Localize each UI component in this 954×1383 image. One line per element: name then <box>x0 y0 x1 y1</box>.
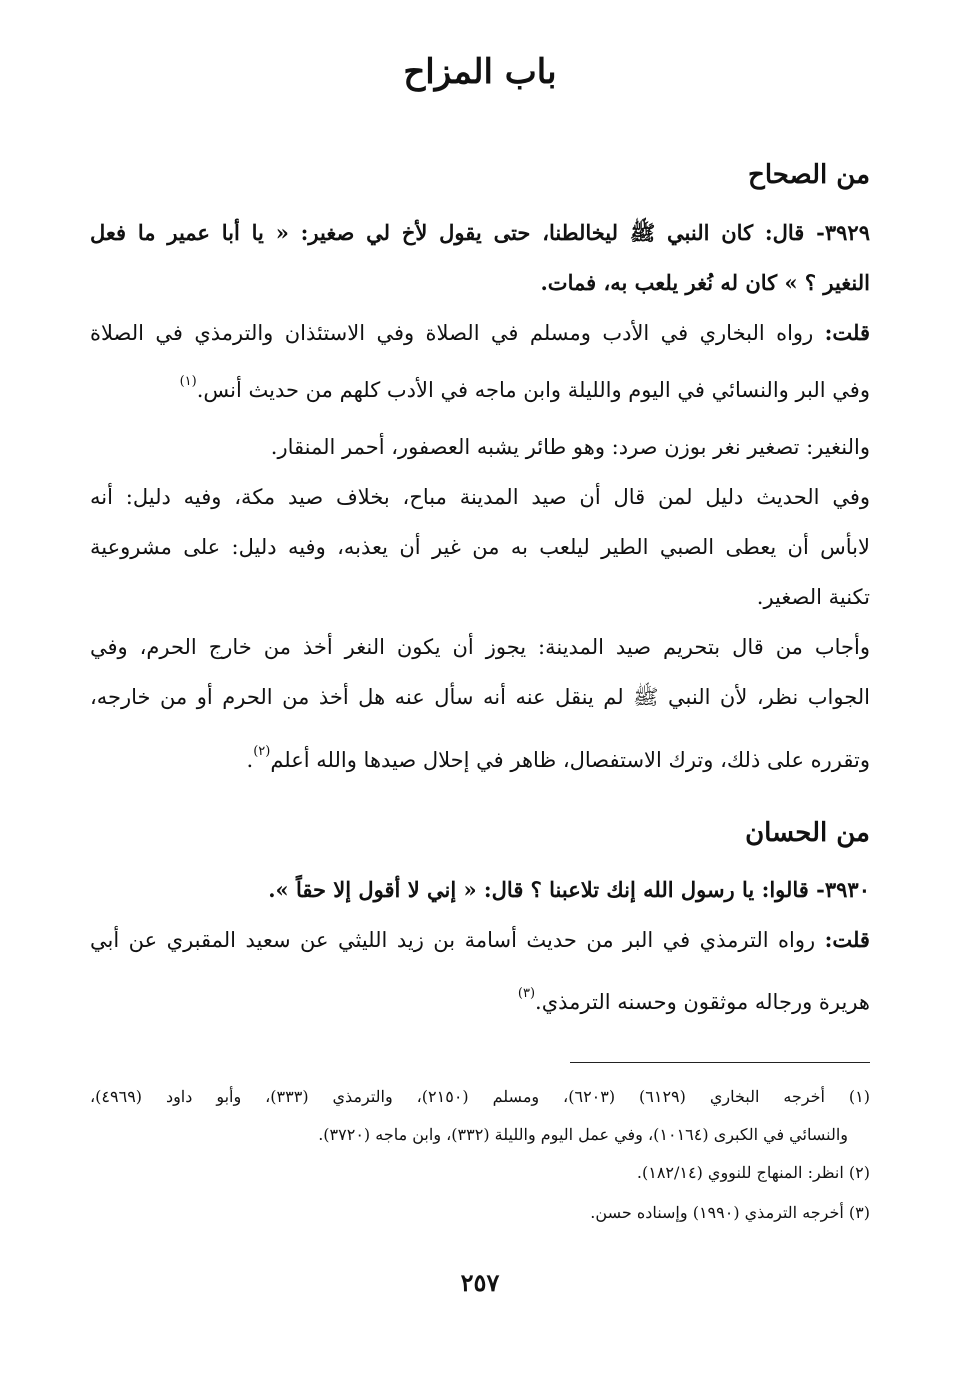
footnote-ref-1[interactable]: (١) <box>179 374 197 389</box>
commentary-text: وفي البر والنسائي في اليوم والليلة وابن ماجه في الأدب كلهم من حديث أنس. <box>196 378 870 402</box>
commentary-1-line-8: الجواب نظر، لأن النبي ﷺ لم ينقل عنه أنه سأل عنه هل أخذ من الحرم أو من خارجه، <box>90 685 870 709</box>
chapter-title: باب المزاح <box>403 52 557 92</box>
section-heading-sahih: من الصحاح <box>748 160 870 190</box>
commentary-1-line-2 <box>90 370 870 410</box>
footnote-ref-3[interactable]: (٣) <box>517 986 536 1001</box>
hadith-3929-line-1: ٣٩٢٩- قال: كان النبي ﷺ ليخالطنا، حتى يقول لأخ لي صغير: « يا أبا عمير ما فعل <box>90 220 870 245</box>
footnote-1-line-1: (١) أخرجه البخاري (٦١٢٩) (٦٢٠٣)، ومسلم (٢١٥٠)، والترمذي (٣٣٣)، وأبو داود (٤٩٦٩)، <box>90 1087 871 1106</box>
commentary-1-line-6: تكنية الصغير. <box>756 585 870 609</box>
commentary-text-end: . <box>246 748 254 772</box>
commentary-label: قلت: <box>824 320 870 345</box>
commentary-text: هريرة ورجاله موثقون وحسنه الترمذي. <box>535 990 870 1014</box>
commentary-2-line-2 <box>90 982 870 1022</box>
commentary-1-line-9 <box>90 740 870 780</box>
page-number: ٢٥٧ <box>460 1268 500 1297</box>
footnote-3: (٣) أخرجه الترمذي (١٩٩٠) وإسناده حسن. <box>590 1203 870 1222</box>
commentary-1-line-7: وأجاب من قال بتحريم صيد المدينة: يجوز أن يكون النغر أخذ من خارج الحرم، وفي <box>90 635 870 659</box>
commentary-2-line-1 <box>90 920 870 960</box>
footnote-2: (٢) انظر: المنهاج للنووي (١٨٢/١٤). <box>636 1163 870 1182</box>
footnote-ref-2[interactable]: (٢) <box>253 744 271 759</box>
commentary-1-line-1 <box>90 313 870 353</box>
commentary-text: رواه الترمذي في البر من حديث أسامة بن زيد الليثي عن سعيد المقبري عن أبي <box>90 928 816 952</box>
commentary-text: رواه البخاري في الأدب ومسلم في الصلاة وفي الاستئذان والترمذي في الصلاة <box>90 321 814 345</box>
commentary-1-line-5: لابأس أن يعطى الصبي الطير ليلعب به من غير أن يعذبه، وفيه دليل: على مشروعية <box>90 535 870 559</box>
commentary-text: وتقرره على ذلك، وترك الاستفصال، ظاهر في إحلال صيدها والله أعلم <box>270 748 870 772</box>
book-page <box>90 0 870 1383</box>
commentary-1-line-4: وفي الحديث دليل لمن قال أن صيد المدينة مباح، بخلاف صيد مكة، وفيه دليل: أنه <box>90 485 870 509</box>
commentary-label: قلت: <box>824 927 870 952</box>
footnote-divider <box>570 1062 870 1063</box>
commentary-1-line-3: والنغير: تصغير نغر بوزن صرد: وهو طائر يشبه العصفور، أحمر المنقار. <box>270 435 870 459</box>
section-heading-hasan: من الحسان <box>745 818 870 848</box>
hadith-3930-line-1: ٣٩٣٠- قالوا: يا رسول الله إنك تلاعبنا ؟ قال: « إني لا أقول إلا حقاً ». <box>268 877 870 902</box>
hadith-3929-line-2: النغير ؟ » كان له نُغر يلعب به، فمات. <box>540 270 870 295</box>
footnote-1-line-2: والنسائي في الكبرى (١٠١٦٤)، وفي عمل اليوم والليلة (٣٣٢)، وابن ماجه (٣٧٢٠). <box>318 1125 848 1144</box>
